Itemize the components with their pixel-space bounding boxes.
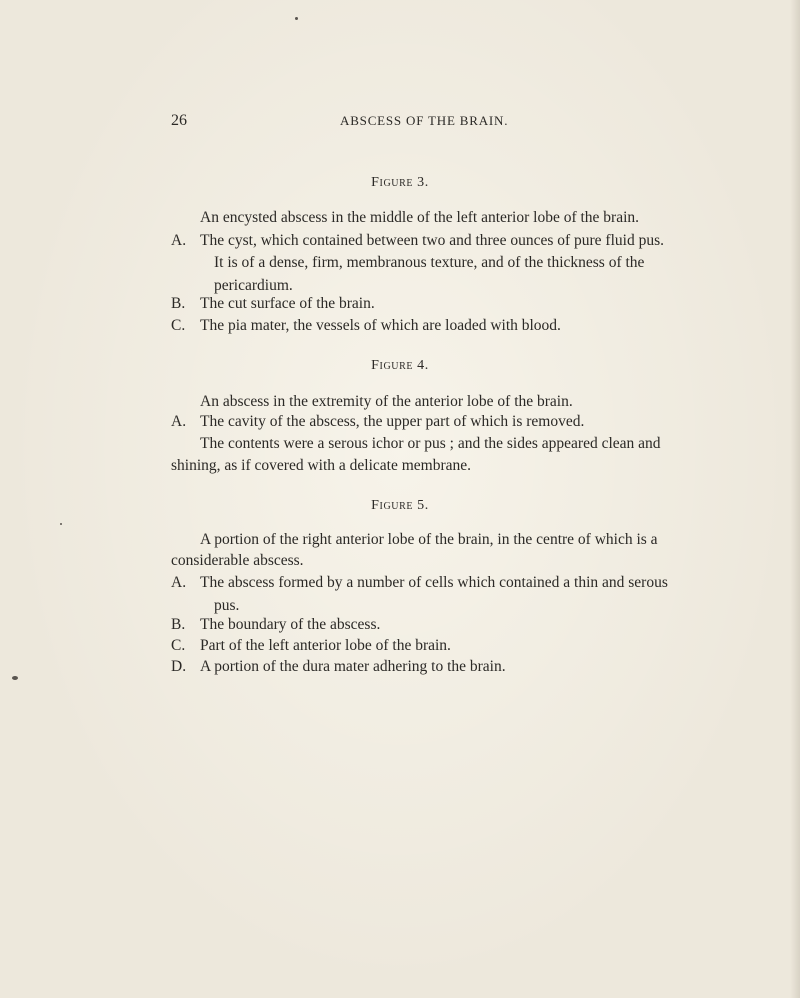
figure-4-note-line: shining, as if covered with a delicate membrane. xyxy=(171,457,471,474)
figure-5-intro-line: A portion of the right anterior lobe of the brain, in the centre of which is a xyxy=(200,531,658,548)
item-line: The abscess formed by a number of cells which contained a thin and serous xyxy=(200,574,668,591)
item-line: The cavity of the abscess, the upper part of which is removed. xyxy=(200,413,585,430)
item-line: The cyst, which contained between two and three ounces of pure fluid pus. xyxy=(200,232,664,249)
figure-4-note-line: The contents were a serous ichor or pus ; and the sides appeared clean and xyxy=(200,435,661,452)
item-letter: D. xyxy=(171,658,187,675)
figure-5-heading: Figure 5. xyxy=(371,498,429,513)
running-title: ABSCESS OF THE BRAIN. xyxy=(340,113,509,128)
item-line: pericardium. xyxy=(214,277,293,294)
item-letter: A. xyxy=(171,232,187,249)
figure-5-intro-line: considerable abscess. xyxy=(171,552,304,569)
page-number: 26 xyxy=(171,112,187,129)
paper-speck xyxy=(60,523,62,525)
figure-3-intro-line: An encysted abscess in the middle of the left anterior lobe of the brain. xyxy=(200,209,640,226)
item-letter: B. xyxy=(171,295,186,312)
item-line: The pia mater, the vessels of which are loaded with blood. xyxy=(200,317,561,334)
item-letter: C. xyxy=(171,317,186,334)
item-line: The cut surface of the brain. xyxy=(200,295,375,312)
item-letter: B. xyxy=(171,616,186,633)
item-letter: A. xyxy=(171,413,187,430)
figure-4-heading: Figure 4. xyxy=(371,358,429,373)
item-line: It is of a dense, firm, membranous texture, and of the thickness of the xyxy=(214,254,645,271)
paper-speck xyxy=(12,676,18,680)
item-letter: A. xyxy=(171,574,187,591)
figure-3-heading: Figure 3. xyxy=(371,175,429,190)
item-line: Part of the left anterior lobe of the brain. xyxy=(200,637,451,654)
item-line: A portion of the dura mater adhering to the brain. xyxy=(200,658,506,675)
figure-4-intro-line: An abscess in the extremity of the anterior lobe of the brain. xyxy=(200,393,573,410)
running-head xyxy=(0,112,800,134)
paper-speck xyxy=(295,17,298,20)
item-letter: C. xyxy=(171,637,186,654)
item-line: The boundary of the abscess. xyxy=(200,616,381,633)
item-line: pus. xyxy=(214,597,240,614)
